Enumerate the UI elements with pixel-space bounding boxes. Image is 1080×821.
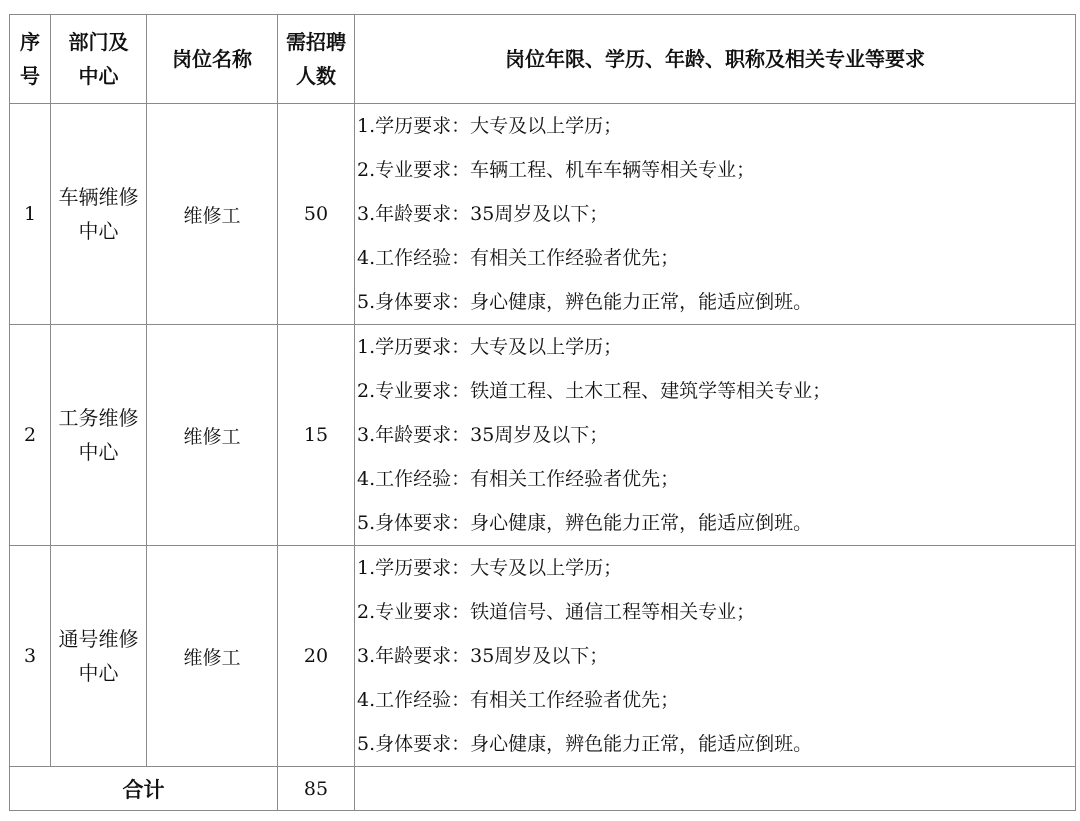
header-position: 岗位名称 [147, 15, 278, 104]
requirement-line: 5.身体要求：身心健康，辨色能力正常，能适应倒班。 [357, 512, 813, 534]
header-seq-line2: 号 [20, 64, 40, 88]
requirement-line: 4.工作经验：有相关工作经验者优先； [357, 468, 680, 490]
table-row [10, 104, 1076, 325]
header-count-line2: 人数 [296, 64, 336, 88]
requirement-line: 1.学历要求：大专及以上学历； [357, 115, 623, 137]
row-department-line2: 中心 [78, 661, 119, 685]
recruitment-table [9, 14, 1076, 811]
row-position: 维修工 [147, 325, 278, 546]
header-dept-line2: 中心 [78, 64, 119, 88]
row-department [51, 546, 147, 767]
row-count: 20 [278, 546, 355, 767]
row-department-line1: 通号维修 [58, 627, 139, 651]
row-requirements [355, 325, 1076, 546]
requirement-line: 1.学历要求：大专及以上学历； [357, 557, 623, 579]
requirement-line: 2.专业要求：铁道信号、通信工程等相关专业； [357, 601, 756, 623]
header-department [51, 15, 147, 104]
total-label: 合计 [10, 767, 278, 811]
requirement-line: 5.身体要求：身心健康，辨色能力正常，能适应倒班。 [357, 733, 813, 755]
requirement-line: 2.专业要求：车辆工程、机车车辆等相关专业； [357, 159, 756, 181]
requirement-line: 4.工作经验：有相关工作经验者优先； [357, 689, 680, 711]
requirement-line: 5.身体要求：身心健康，辨色能力正常，能适应倒班。 [357, 291, 813, 313]
row-position: 维修工 [147, 546, 278, 767]
header-dept-line1: 部门及 [68, 30, 129, 54]
requirement-line: 3.年龄要求：35周岁及以下； [357, 645, 609, 667]
requirement-line: 3.年龄要求：35周岁及以下； [357, 203, 609, 225]
row-department [51, 325, 147, 546]
table-body [10, 104, 1076, 767]
row-position: 维修工 [147, 104, 278, 325]
row-department [51, 104, 147, 325]
requirement-line: 4.工作经验：有相关工作经验者优先； [357, 247, 680, 269]
header-row [10, 15, 1076, 104]
header-count-line1: 需招聘 [286, 30, 346, 54]
row-seq: 2 [10, 325, 51, 546]
total-count: 85 [278, 767, 355, 811]
row-department-line2: 中心 [78, 219, 119, 243]
total-requirements [355, 767, 1076, 811]
requirement-line: 3.年龄要求：35周岁及以下； [357, 424, 609, 446]
header-seq-line1: 序 [20, 30, 40, 54]
row-department-line1: 车辆维修 [58, 185, 139, 209]
row-requirements [355, 104, 1076, 325]
header-seq [10, 15, 51, 104]
table-row [10, 546, 1076, 767]
row-department-line2: 中心 [78, 440, 119, 464]
table-row [10, 325, 1076, 546]
total-row [10, 767, 1076, 811]
row-count: 15 [278, 325, 355, 546]
requirement-line: 2.专业要求：铁道工程、土木工程、建筑学等相关专业； [357, 380, 832, 402]
row-seq: 3 [10, 546, 51, 767]
row-department-line1: 工务维修 [58, 406, 139, 430]
row-count: 50 [278, 104, 355, 325]
header-requirements: 岗位年限、学历、年龄、职称及相关专业等要求 [355, 15, 1076, 104]
requirement-line: 1.学历要求：大专及以上学历； [357, 336, 623, 358]
row-seq: 1 [10, 104, 51, 325]
header-count [278, 15, 355, 104]
row-requirements [355, 546, 1076, 767]
